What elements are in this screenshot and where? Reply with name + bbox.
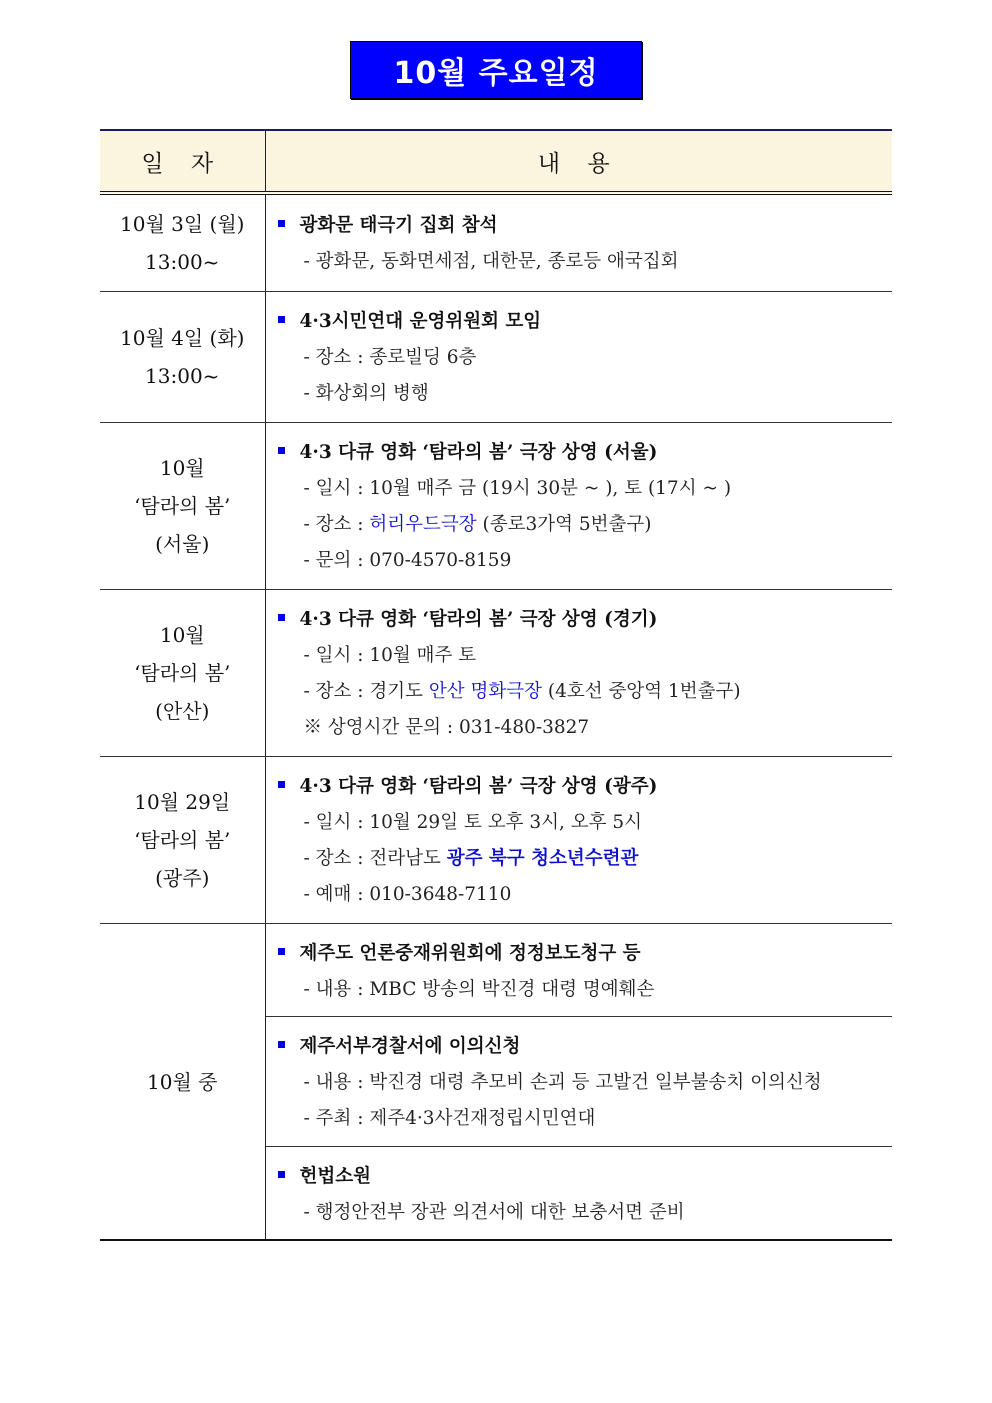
content-cell [265, 423, 892, 590]
detail-line: - 화상회의 병행 [303, 383, 429, 404]
date-line: 10월 29일 [134, 790, 231, 814]
date-cell [100, 590, 265, 757]
event-title: 헌법소원 [278, 1159, 893, 1195]
event-title: 4·3 다큐 영화 ‘탐라의 봄’ 극장 상영 (서울) [278, 435, 893, 471]
date-line: 13:00~ [145, 250, 220, 274]
detail-line: - 예매 : 010-3648-7110 [303, 884, 512, 905]
detail-line: - 일시 : 10월 매주 토 [303, 645, 477, 666]
table-row [100, 590, 892, 757]
venue-highlight: 허리우드극장 [369, 514, 477, 535]
event-title: 광화문 태극기 집회 참석 [278, 208, 893, 244]
table-row [100, 757, 892, 924]
date-cell [100, 193, 265, 292]
header-date: 일 자 [100, 130, 265, 193]
header-content: 내 용 [265, 130, 892, 193]
date-line: ‘탐라의 봄’ [134, 828, 231, 852]
date-line: 10월 중 [147, 1069, 218, 1094]
detail-line: - 일시 : 10월 매주 금 (19시 30분 ~ ), 토 (17시 ~ ) [303, 478, 732, 499]
place-line: - 장소 : 허리우드극장 (종로3가역 5번출구) [303, 514, 652, 535]
content-cell [265, 590, 892, 757]
date-line: 10월 4일 (화) [120, 326, 245, 350]
square-bullet-icon [278, 1041, 285, 1048]
date-cell [100, 292, 265, 423]
detail-line: - 일시 : 10월 29일 토 오후 3시, 오후 5시 [303, 812, 642, 833]
date-line: (서울) [155, 532, 210, 556]
date-cell [100, 757, 265, 924]
date-line: 10월 [159, 623, 205, 647]
content-cell [265, 924, 892, 1241]
table-row [100, 292, 892, 423]
square-bullet-icon [278, 781, 285, 788]
event-title: 제주도 언론중재위원회에 정정보도청구 등 [278, 936, 893, 972]
event-title: 제주서부경찰서에 이의신청 [278, 1029, 893, 1065]
detail-line: - 내용 : 박진경 대령 추모비 손괴 등 고발건 일부불송치 이의신청 [303, 1072, 822, 1093]
table-header-row [100, 130, 892, 193]
date-line: (안산) [155, 699, 210, 723]
date-line: ‘탐라의 봄’ [134, 661, 231, 685]
title-box [350, 41, 642, 99]
detail-line: - 행정안전부 장관 의견서에 대한 보충서면 준비 [303, 1202, 685, 1223]
detail-line: - 광화문, 동화면세점, 대한문, 종로등 애국집회 [303, 251, 679, 272]
square-bullet-icon [278, 1171, 285, 1178]
detail-line: - 장소 : 종로빌딩 6층 [303, 347, 477, 368]
date-line: 10월 3일 (월) [120, 212, 245, 236]
table-row [100, 193, 892, 292]
venue-highlight: 안산 명화극장 [428, 681, 542, 702]
detail-line: ※ 상영시간 문의 : 031-480-3827 [303, 717, 590, 738]
sub-block [266, 1017, 893, 1147]
date-line: 10월 [159, 456, 205, 480]
date-line: (광주) [155, 866, 210, 890]
detail-line: - 문의 : 070-4570-8159 [303, 550, 512, 571]
event-title: 4·3 다큐 영화 ‘탐라의 봄’ 극장 상영 (광주) [278, 769, 893, 805]
event-title: 4·3 다큐 영화 ‘탐라의 봄’ 극장 상영 (경기) [278, 602, 893, 638]
sub-block [266, 924, 893, 1017]
sub-block [266, 1147, 893, 1239]
content-cell [265, 193, 892, 292]
square-bullet-icon [278, 948, 285, 955]
content-cell [265, 757, 892, 924]
schedule-table [100, 129, 892, 1241]
content-cell [265, 292, 892, 423]
date-cell [100, 423, 265, 590]
date-line: ‘탐라의 봄’ [134, 494, 231, 518]
page-title: 10월 주요일정 [393, 56, 599, 91]
square-bullet-icon [278, 316, 285, 323]
venue-highlight: 광주 북구 청소년수련관 [446, 848, 639, 869]
event-title: 4·3시민연대 운영위원회 모임 [278, 304, 893, 340]
table-row [100, 423, 892, 590]
table-row [100, 924, 892, 1241]
place-line: - 장소 : 전라남도 광주 북구 청소년수련관 [303, 848, 639, 869]
square-bullet-icon [278, 220, 285, 227]
place-line: - 장소 : 경기도 안산 명화극장 (4호선 중앙역 1번출구) [303, 681, 741, 702]
detail-line: - 내용 : MBC 방송의 박진경 대령 명예훼손 [303, 979, 655, 1000]
detail-line: - 주최 : 제주4·3사건재정립시민연대 [303, 1108, 596, 1129]
square-bullet-icon [278, 614, 285, 621]
date-line: 13:00~ [145, 364, 220, 388]
square-bullet-icon [278, 447, 285, 454]
date-cell [100, 924, 265, 1241]
